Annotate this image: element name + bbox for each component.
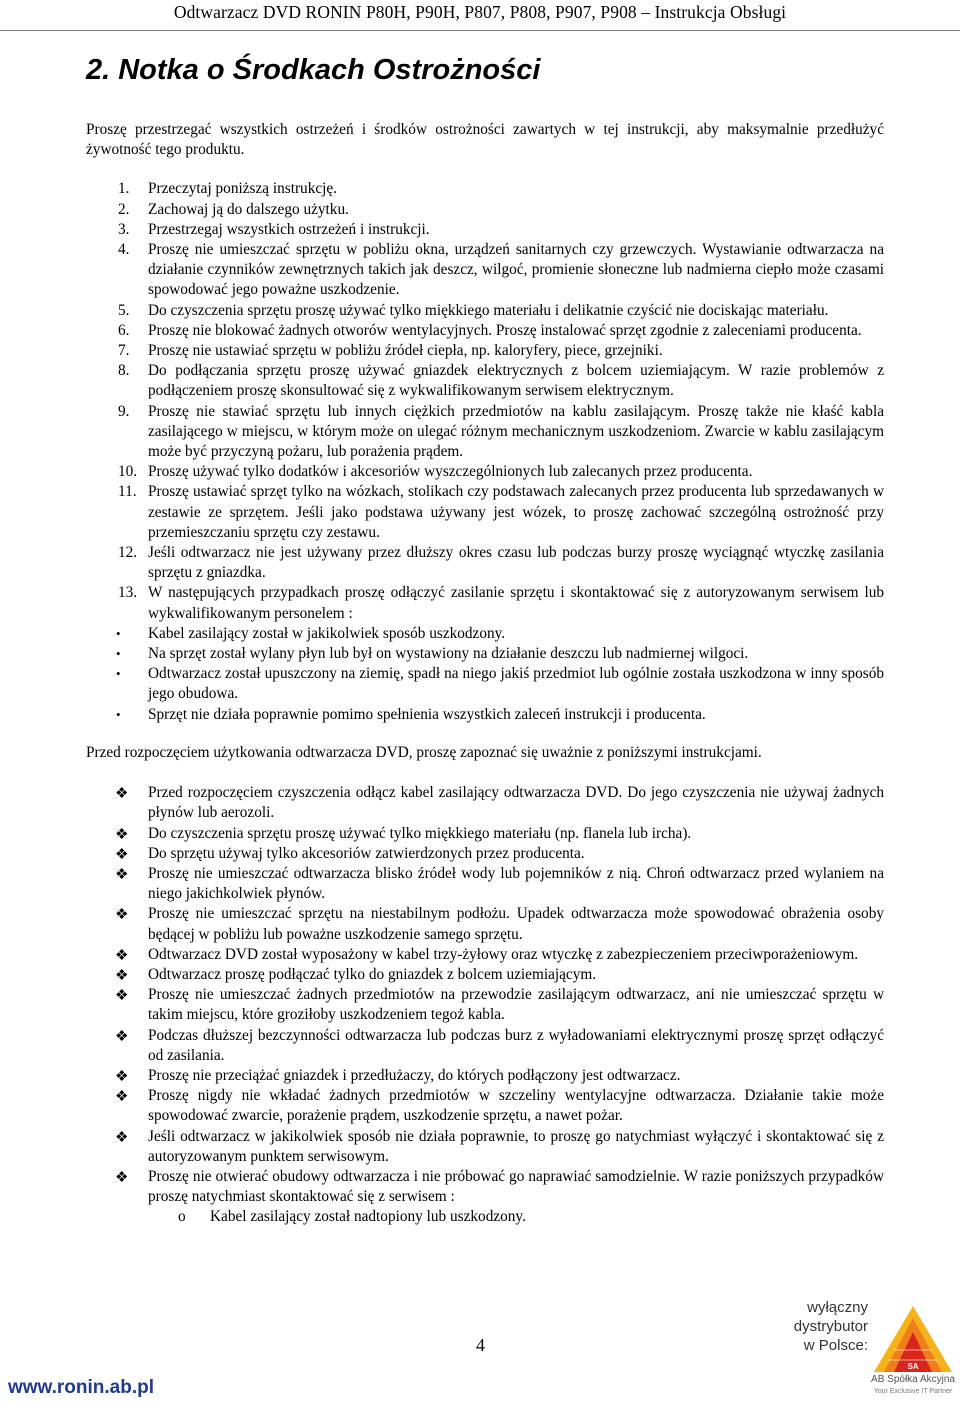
intro-paragraph: Proszę przestrzegać wszystkich ostrzeżeń i środków ostrożności zawartych w tej instrukcji, aby maksymalnie przedłużyć żywotność tego produktu. bbox=[86, 121, 884, 159]
numbered-item-number: 6. bbox=[118, 321, 130, 339]
before-use-paragraph: Przed rozpoczęciem użytkowania odtwarzacza DVD, proszę zapoznać się uważnie z poniższymi instrukcjami. bbox=[86, 743, 762, 761]
diamond-bullet-icon: ❖ bbox=[115, 988, 129, 1005]
numbered-item bbox=[86, 200, 884, 220]
diamond-item-text: Podczas dłuższej bezczynności odtwarzacza lub podczas burz z wyładowaniami elektrycznymi proszę sprzęt odłączyć od zasilania. bbox=[148, 1026, 884, 1064]
diamond-item bbox=[86, 1026, 884, 1066]
numbered-item-text: Proszę nie blokować żadnych otworów wentylacyjnych. Proszę instalować sprzęt zgodnie z zaleceniami producenta. bbox=[148, 321, 862, 339]
diamond-item-text: Proszę nie otwierać obudowy odtwarzacza i nie próbować go naprawiać samodzielnie. W razie poniższych przypadków proszę natychmiast skontaktować się z serwisem : bbox=[148, 1167, 884, 1206]
numbered-item-number: 1. bbox=[118, 180, 130, 198]
diamond-item-text: Przed rozpoczęciem czyszczenia odłącz kabel zasilający odtwarzacza DVD. Do jego czyszczenia nie używaj żadnych płynów lub aerozoli. bbox=[148, 784, 884, 822]
bullet-item-text: Sprzęt nie działa poprawnie pomimo spełnienia wszystkich zaleceń instrukcji i producenta. bbox=[148, 705, 706, 723]
numbered-item-text: Jeśli odtwarzacz nie jest używany przez dłuższy okres czasu lub podczas burzy proszę wyciągnąć wtyczkę zasilania sprzętu z gniazdka. bbox=[148, 544, 884, 582]
numbered-item-text: Proszę nie ustawiać sprzętu w pobliżu źródeł ciepła, np. kaloryfery, piece, grzejniki. bbox=[148, 342, 663, 360]
bullet-item bbox=[86, 644, 884, 664]
diamond-item-text: Odtwarzacz DVD został wyposażony w kabel trzy-żyłowy oraz wtyczkę z zabezpieczeniem przeciwporażeniowym. bbox=[148, 945, 859, 963]
logo-sa-text: SA bbox=[907, 1362, 919, 1371]
diamond-bullet-icon: ❖ bbox=[115, 1129, 129, 1146]
ab-logo bbox=[868, 1302, 958, 1402]
numbered-item bbox=[86, 341, 884, 361]
numbered-item-text: Proszę używać tylko dodatków i akcesoriów wyszczególnionych lub zalecanych przez producenta. bbox=[148, 463, 753, 481]
numbered-item-number: 4. bbox=[118, 241, 130, 259]
bullet-list bbox=[86, 624, 884, 725]
numbered-item-text: Proszę nie umieszczać sprzętu w pobliżu okna, urządzeń sanitarnych czy grzewczych. Wystawianie odtwarzacza na działanie czynników zewnętrznych takich jak deszcz, wilgoć, promienie słoneczne lub nadmierna ciepło może czasami spowodować jego poważne uszkodzenie. bbox=[148, 241, 884, 299]
website-link[interactable]: www.ronin.ab.pl bbox=[8, 1377, 155, 1398]
diamond-item-text: Jeśli odtwarzacz w jakikolwiek sposób nie działa poprawnie, to proszę go natychmiast wyłączyć i skontaktować się z autoryzowanym punktem serwisowym. bbox=[148, 1127, 884, 1165]
diamond-item-text: Proszę nie przeciążać gniazdek i przedłużaczy, do których podłączony jest odtwarzacz. bbox=[148, 1066, 681, 1084]
section-title: 2. Notka o Środkach Ostrożności bbox=[86, 54, 541, 86]
bullet-item-text: Kabel zasilający został w jakikolwiek sposób uszkodzony. bbox=[148, 624, 506, 642]
diamond-list bbox=[86, 783, 884, 1207]
numbered-item-text: Przestrzegaj wszystkich ostrzeżeń i instrukcji. bbox=[148, 220, 430, 238]
logo-company-name: AB Spółka Akcyjna bbox=[871, 1374, 955, 1385]
diamond-item bbox=[86, 1127, 884, 1167]
main-content bbox=[86, 120, 884, 1228]
distributor-line-1: wyłączny bbox=[807, 1299, 868, 1316]
numbered-item bbox=[86, 321, 884, 341]
bullet-item-text: Na sprzęt został wylany płyn lub był on wystawiony na działanie deszczu lub nadmiernej wilgoci. bbox=[148, 645, 749, 663]
ab-logo-graphic bbox=[868, 1302, 958, 1374]
bullet-icon: • bbox=[116, 646, 121, 662]
numbered-item bbox=[86, 301, 884, 321]
circle-bullet-icon: o bbox=[178, 1208, 186, 1226]
diamond-item bbox=[86, 783, 884, 823]
diamond-item-text: Do sprzętu używaj tylko akcesoriów zatwierdzonych przez producenta. bbox=[148, 844, 585, 862]
diamond-item-text: Odtwarzacz proszę podłączać tylko do gniazdek z bolcem uziemiającym. bbox=[148, 965, 597, 983]
numbered-item-number: 2. bbox=[118, 200, 130, 218]
numbered-item bbox=[86, 220, 884, 240]
numbered-item bbox=[86, 240, 884, 301]
numbered-item bbox=[86, 583, 884, 623]
diamond-item-text: Proszę nie umieszczać odtwarzacza blisko źródeł wody lub pojemników z nią. Chroń odtwarzacz przed wylaniem na niego jakichkolwiek płynów. bbox=[148, 864, 884, 903]
numbered-item-number: 5. bbox=[118, 301, 130, 319]
diamond-bullet-icon: ❖ bbox=[115, 866, 129, 883]
numbered-item-text: Do podłączania sprzętu proszę używać gniazdek elektrycznych z bolcem uziemiającym. W razie problemów z podłączeniem proszę skonsultować się z wykwalifikowanym serwisem elektrycznym. bbox=[148, 362, 884, 400]
numbered-item-text: Proszę ustawiać sprzęt tylko na wózkach, stolikach czy podstawach zalecanych przez producenta lub sprzedawanych w zestawie ze sprzętem. Jeśli jako podstawa używany jest wózek, to proszę zachować szczególną ostrożność przy przemieszczaniu sprzętu czy zestawu. bbox=[148, 483, 884, 541]
page-number: 4 bbox=[476, 1335, 485, 1355]
diamond-bullet-icon: ❖ bbox=[115, 1169, 129, 1186]
numbered-item bbox=[86, 402, 884, 463]
bullet-item bbox=[86, 705, 884, 725]
diamond-bullet-icon: ❖ bbox=[115, 1089, 129, 1106]
page-header bbox=[0, 0, 960, 31]
bullet-icon: • bbox=[116, 706, 121, 722]
numbered-item-number: 9. bbox=[118, 402, 130, 420]
numbered-item-text: Przeczytaj poniższą instrukcję. bbox=[148, 180, 338, 198]
diamond-item-text: Proszę nigdy nie wkładać żadnych przedmiotów w szczeliny wentylacyjne odtwarzacza. Działanie takie może spowodować zwarcie, porażenie prądem, uszkodzenie sprzętu, a nawet pożar. bbox=[148, 1087, 884, 1125]
sub-item-text: Kabel zasilający został nadtopiony lub uszkodzony. bbox=[210, 1208, 526, 1226]
diamond-item-text: Do czyszczenia sprzętu proszę używać tylko miękkiego materiału (np. flanela lub ircha). bbox=[148, 824, 692, 842]
diamond-bullet-icon: ❖ bbox=[115, 786, 129, 803]
diamond-bullet-icon: ❖ bbox=[115, 907, 129, 924]
numbered-item-text: Proszę nie stawiać sprzętu lub innych ciężkich przedmiotów na kablu zasilającym. Proszę także nie kłaść kabla zasilającego w miejscu, w którym może on ulegać różnym mechanicznym uszkodzeniom. Zwarcie w kablu zasilającym może być przyczyną pożaru, lub porażenia prądem. bbox=[148, 402, 884, 461]
bullet-icon: • bbox=[116, 625, 121, 641]
diamond-item-text: Proszę nie umieszczać żadnych przedmiotów na przewodzie zasilającym odtwarzacz, ani nie umieszczać sprzętu w takim miejscu, które groziłoby uszkodzeniem tegoż kabla. bbox=[148, 986, 884, 1024]
numbered-item-number: 13. bbox=[118, 584, 138, 602]
numbered-item bbox=[86, 361, 884, 401]
numbered-item-text: Zachowaj ją do dalszego użytku. bbox=[148, 200, 349, 218]
diamond-bullet-icon: ❖ bbox=[115, 826, 129, 843]
bullet-item bbox=[86, 664, 884, 704]
diamond-item bbox=[86, 1167, 884, 1207]
numbered-item-number: 7. bbox=[118, 342, 130, 360]
distributor-line-2: dystrybutor bbox=[793, 1318, 868, 1335]
diamond-bullet-icon: ❖ bbox=[115, 967, 129, 984]
diamond-item bbox=[86, 844, 884, 864]
diamond-bullet-icon: ❖ bbox=[115, 1028, 129, 1045]
bullet-icon: • bbox=[116, 666, 121, 682]
distributor-line-3: w Polsce: bbox=[803, 1337, 868, 1354]
numbered-item-number: 10. bbox=[118, 463, 138, 481]
numbered-item-number: 3. bbox=[118, 220, 130, 238]
header-text: Odtwarzacz DVD RONIN P80H, P90H, P807, P808, P907, P908 – Instrukcja Obsługi bbox=[173, 2, 787, 22]
sub-item bbox=[86, 1207, 884, 1227]
bullet-item bbox=[86, 624, 884, 644]
numbered-item-number: 12. bbox=[118, 544, 138, 562]
numbered-item-text: W następujących przypadkach proszę odłączyć zasilanie sprzętu i skontaktować się z autoryzowanym serwisem lub wykwalifikowanym personelem : bbox=[148, 584, 884, 622]
diamond-item bbox=[86, 965, 884, 985]
diamond-bullet-icon: ❖ bbox=[115, 947, 129, 964]
diamond-item bbox=[86, 985, 884, 1025]
diamond-bullet-icon: ❖ bbox=[115, 1068, 129, 1085]
diamond-item bbox=[86, 904, 884, 944]
diamond-bullet-icon: ❖ bbox=[115, 846, 129, 863]
diamond-item bbox=[86, 1086, 884, 1126]
diamond-item bbox=[86, 824, 884, 844]
numbered-item bbox=[86, 462, 884, 482]
diamond-item-text: Proszę nie umieszczać sprzętu na niestabilnym podłożu. Upadek odtwarzacza może spowodować obrażenia osoby będącej w pobliżu lub poważne uszkodzenie samego sprzętu. bbox=[148, 905, 884, 943]
distributor-label bbox=[788, 1298, 868, 1355]
logo-tagline: Your Exclusive IT Partner bbox=[873, 1388, 953, 1395]
sub-list bbox=[86, 1207, 884, 1227]
diamond-item bbox=[86, 864, 884, 904]
diamond-item bbox=[86, 1066, 884, 1086]
numbered-list bbox=[86, 179, 884, 623]
numbered-item-number: 11. bbox=[118, 483, 137, 501]
numbered-item-text: Do czyszczenia sprzętu proszę używać tylko miękkiego materiału i delikatnie czyścić nie dociskając materiału. bbox=[148, 301, 829, 319]
numbered-item bbox=[86, 482, 884, 543]
numbered-item-number: 8. bbox=[118, 362, 130, 380]
numbered-item bbox=[86, 179, 884, 199]
diamond-item bbox=[86, 945, 884, 965]
bullet-item-text: Odtwarzacz został upuszczony na ziemię, spadł na niego jakiś przedmiot lub ogólnie została uszkodzona w inny sposób jego obudowa. bbox=[148, 665, 884, 703]
numbered-item bbox=[86, 543, 884, 583]
